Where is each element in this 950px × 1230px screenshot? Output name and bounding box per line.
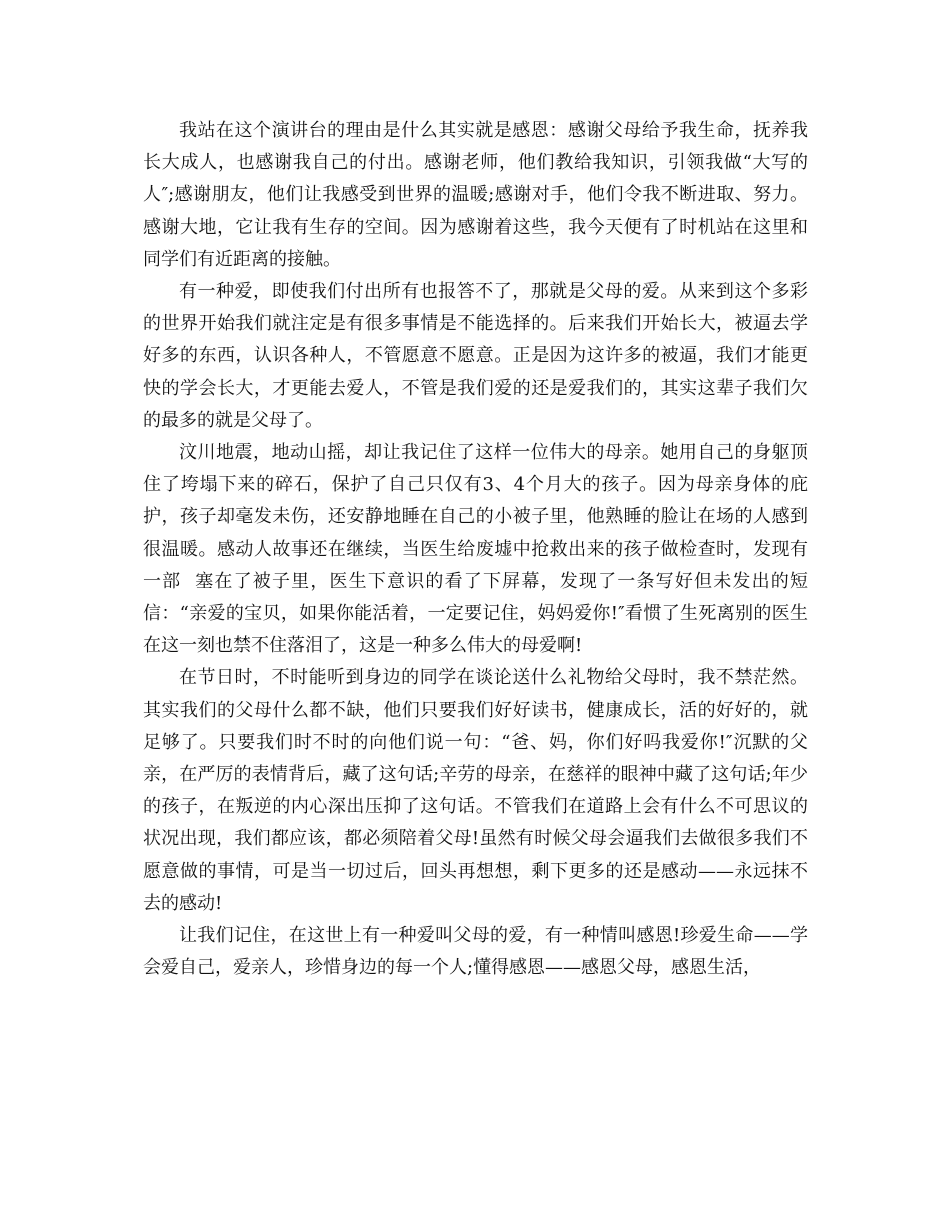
paragraph-1: 我站在这个演讲台的理由是什么其实就是感恩：感谢父母给予我生命，抚养我长大成人，也感谢我自己的付出。感谢老师，他们教给我知识，引领我做“大写的人″;感谢朋友，他们让我感受到世界的温暖;感谢对手，他们令我不断进取、努力。感谢大地，它让我有生存的空间。因为感谢着这些，我今天便有了时机站在这里和同学们有近距离的接触。 — [143, 120, 808, 270]
paragraph-3: 汶川地震，地动山摇，却让我记住了这样一位伟大的母亲。她用自己的身躯顶住了垮塌下来的碎石，保护了自己只仅有3、4个月大的孩子。因为母亲身体的庇护，孩子却毫发未伤，还安静地睡在自己的小被子里，他熟睡的脸让在场的人感到很温暖。感动人故事还在继续，当医生给废墟中抢救出来的孩子做检查时，发现有一部 塞在了被子里，医生下意识的看了下屏幕，发现了一条写好但未发出的短信：“亲爱的宝贝，如果你能活着，一定要记住，妈妈爱你!″看惯了生死离别的医生在这一刻也禁不住落泪了，这是一种多么伟大的母爱啊! — [143, 442, 808, 657]
paragraph-5: 让我们记住，在这世上有一种爱叫父母的爱，有一种情叫感恩!珍爱生命——学会爱自己，爱亲人，珍惜身边的每一个人;懂得感恩——感恩父母，感恩生活， — [143, 925, 808, 979]
paragraph-2: 有一种爱，即使我们付出所有也报答不了，那就是父母的爱。从来到这个多彩的世界开始我们就注定是有很多事情是不能选择的。后来我们开始长大，被逼去学好多的东西，认识各种人，不管愿意不愿意。正是因为这许多的被逼，我们才能更快的学会长大，才更能去爱人，不管是我们爱的还是爱我们的，其实这辈子我们欠的最多的就是父母了。 — [143, 281, 808, 431]
paragraph-4: 在节日时，不时能听到身边的同学在谈论送什么礼物给父母时，我不禁茫然。其实我们的父母什么都不缺，他们只要我们好好读书，健康成长，活的好好的，就足够了。只要我们时不时的向他们说一句：“爸、妈，你们好吗我爱你!″沉默的父亲，在严厉的表情背后，藏了这句话;辛劳的母亲，在慈祥的眼神中藏了这句话;年少的孩子，在叛逆的内心深出压抑了这句话。不管我们在道路上会有什么不可思议的状况出现，我们都应该，都必须陪着父母!虽然有时候父母会逼我们去做很多我们不愿意做的事情，可是当一切过后，回头再想想，剩下更多的还是感动——永远抹不去的感动! — [143, 667, 809, 914]
document-body — [143, 115, 808, 984]
